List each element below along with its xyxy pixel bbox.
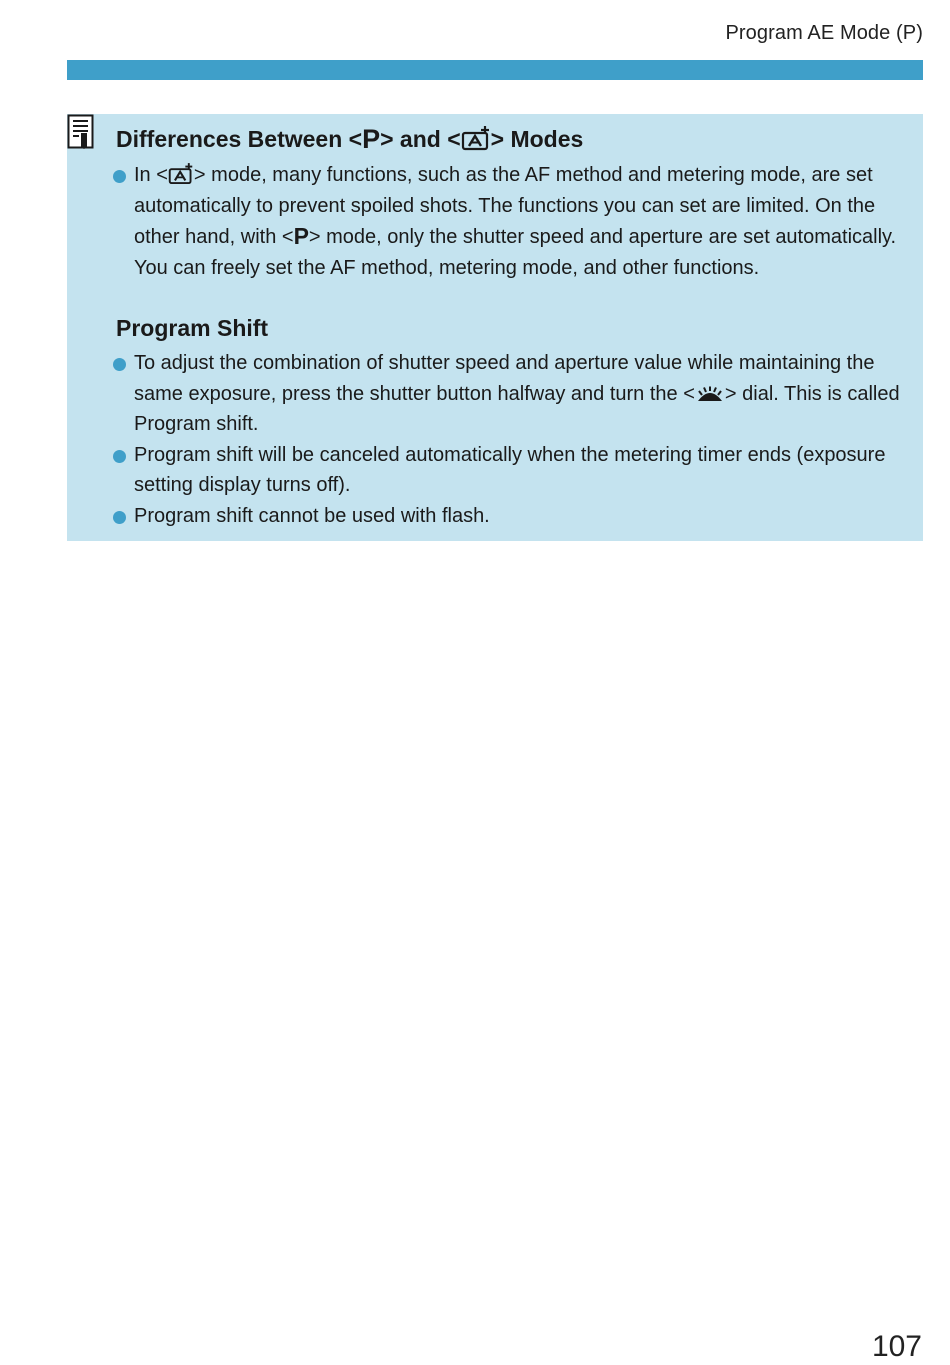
- bullet2-text-1: To adjust the combination of shutter speed and aperture value while maintaining the same exposure, press the shutter button halfway and turn the <: [134, 352, 875, 405]
- bullet4-text: Program shift cannot be used with flash.: [134, 504, 490, 527]
- bullet3-text: Program shift will be canceled automatically when the metering timer ends (exposure setting display turns off).: [134, 443, 886, 497]
- list-item: [112, 348, 902, 440]
- scene-intelligent-auto-icon: [461, 125, 491, 151]
- program-shift-list: [112, 348, 902, 532]
- list-item: [112, 440, 902, 501]
- bullet1-text-2: > mode, many functions, such as the AF method and metering mode, are set automatically to prevent spoiled shots. The functions you can set are limited. On the other hand, with <: [134, 164, 876, 249]
- heading-text-3: > Modes: [490, 126, 584, 152]
- bullet1-text-1: In <: [134, 164, 168, 186]
- program-shift-heading: Program Shift: [116, 315, 269, 341]
- bullet-icon: [113, 358, 126, 371]
- running-head: Program AE Mode (P): [725, 22, 923, 44]
- program-mode-symbol: P: [293, 223, 309, 250]
- bullet2-text-2: > dial. This is called Program shift.: [134, 382, 900, 436]
- page-number: 107: [871, 1330, 922, 1363]
- header-bar: [67, 60, 923, 80]
- note-box: [67, 114, 923, 541]
- bullet-icon: [113, 450, 126, 463]
- heading-text-1: Differences Between <: [116, 126, 363, 152]
- bullet-icon: [113, 511, 126, 524]
- scene-intelligent-auto-icon: [168, 162, 194, 185]
- section-heading: [116, 124, 583, 155]
- bullet-icon: [113, 170, 126, 183]
- differences-list: [112, 160, 902, 283]
- bullet1-text-3: > mode, only the shutter speed and aperture are set automatically. You can freely set the AF method, metering mode, and other functions.: [134, 226, 897, 279]
- memo-icon: [67, 114, 95, 150]
- heading-text-2: > and <: [380, 126, 461, 152]
- main-dial-icon: [695, 386, 725, 402]
- list-item: [112, 501, 902, 532]
- program-mode-symbol: P: [362, 124, 381, 154]
- list-item: [112, 160, 902, 283]
